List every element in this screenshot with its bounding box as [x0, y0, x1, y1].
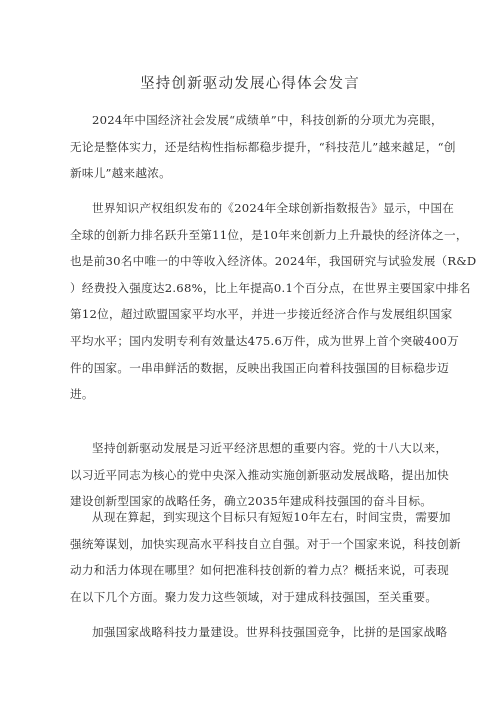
paragraph-line: 在以下几个方面。聚力发力这些领域，对于建成科技强国，至关重要。	[70, 589, 438, 604]
paragraph-2	[70, 201, 477, 414]
paragraph-line: ）经费投入强度达2.68%，比上年提高0.1个百分点，在世界主要国家中排名	[70, 280, 471, 295]
paragraph-line: 以习近平同志为核心的党中央深入推动实施创新驱动发展战略，提出加快	[70, 467, 450, 482]
paragraph-4	[70, 510, 461, 616]
paragraph-5	[70, 625, 448, 652]
paragraph-line: 第12位，超过欧盟国家平均水平，并进一步接近经济合作与发展组织国家	[70, 307, 453, 322]
paragraph-line: 平均水平；国内发明专利有效量达475.6万件，成为世界上首个突破400万	[70, 333, 459, 348]
paragraph-line: 世界知识产权组织发布的《2024年全球创新指数报告》显示，中国在	[92, 201, 455, 215]
paragraph-line: 强统筹谋划，加快实现高水平科技自立自强。对于一个国家来说，科技创新	[70, 536, 461, 551]
document-title: 坚持创新驱动发展心得体会发言	[140, 76, 360, 92]
paragraph-line: 也是前30名中唯一的中等收入经济体。2024年，我国研究与试验发展（R&D	[70, 254, 477, 269]
paragraph-line: 进。	[70, 387, 94, 402]
paragraph-line: 全球的创新力排名跃升至第11位，是10年来创新力上升最快的经济体之一，	[70, 227, 468, 242]
paragraph-line: 坚持创新驱动发展是习近平经济思想的重要内容。党的十八大以来，	[92, 441, 448, 455]
paragraph-line: 建设创新型国家的战略任务，确立2035年建成科技强国的奋斗目标。	[70, 494, 433, 509]
paragraph-line: 件的国家。一串串鲜活的数据，反映出我国正向着科技强国的目标稳步迈	[70, 360, 450, 375]
paragraph-line: 无论是整体实力，还是结构性指标都稳步提升，“科技范儿”越来越足，“创	[70, 139, 456, 154]
paragraph-line: 2024年中国经济社会发展“成绩单”中，科技创新的分项尤为亮眼，	[92, 113, 443, 127]
paragraph-line: 新味儿”越来越浓。	[70, 166, 171, 181]
paragraph-1	[70, 113, 456, 193]
paragraph-line: 从现在算起，到实现这个目标只有短短10年左右，时间宝贵，需要加	[92, 510, 451, 524]
paragraph-3	[70, 441, 450, 521]
paragraph-line: 加强国家战略科技力量建设。世界科技强国竞争，比拼的是国家战略	[92, 625, 448, 639]
paragraph-line: 动力和活力体现在哪里？如何把准科技创新的着力点？概括来说，可表现	[70, 563, 450, 578]
